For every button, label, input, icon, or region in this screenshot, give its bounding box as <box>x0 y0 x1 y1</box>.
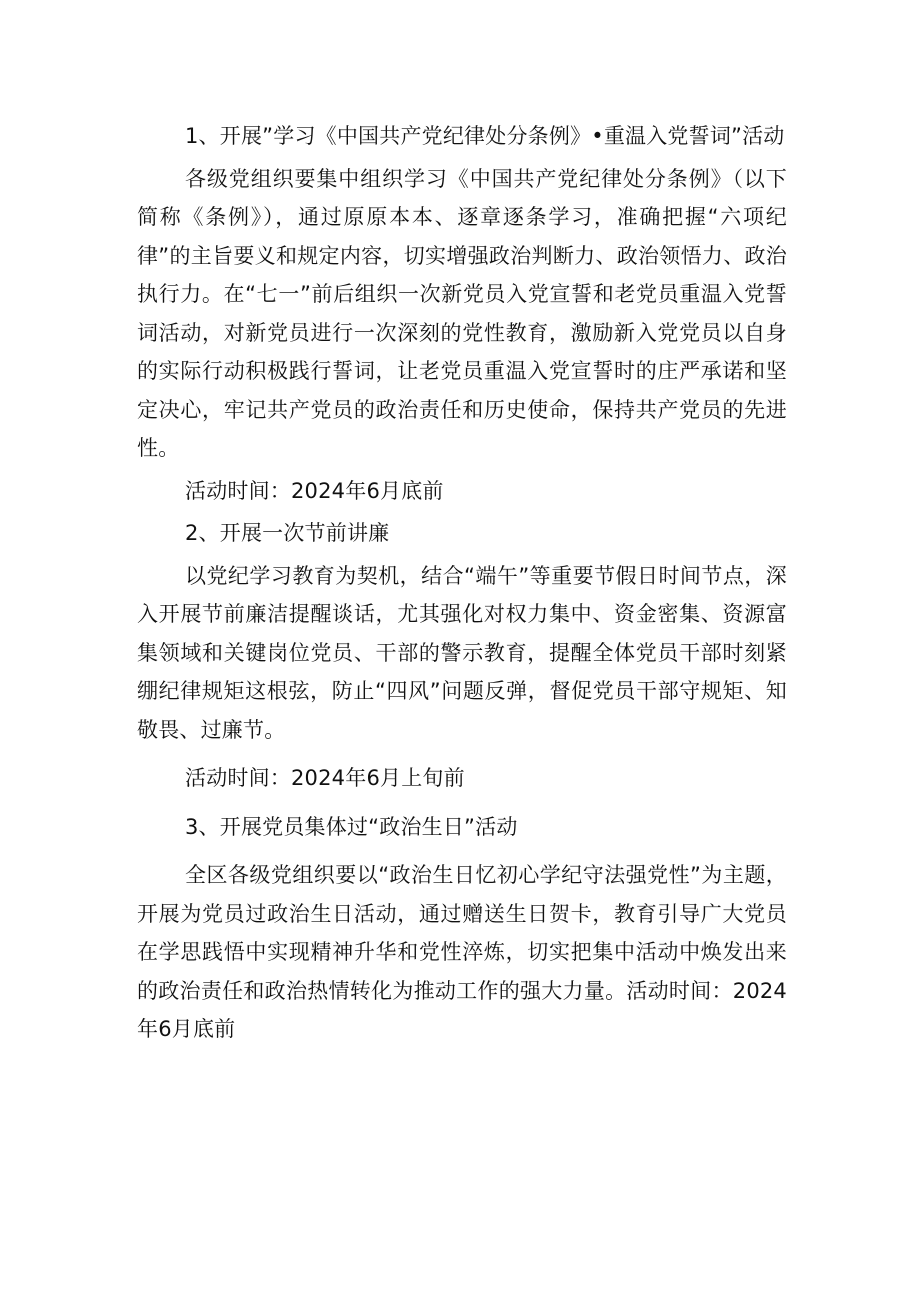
document-body <box>137 117 787 1049</box>
section-1-paragraph: 各级党组织要集中组织学习《中国共产党纪律处分条例》（以下简称《条例》），通过原原本本、逐章逐条学习，准确把握“六项纪律”的主旨要义和规定内容，切实增强政治判断力、政治领悟力、政治执行力。在“七一”前后组织一次新党员入党宣誓和老党员重温入党誓词活动，对新党员进行一次深刻的党性教育，激励新入党党员以自身的实际行动积极践行誓词，让老党员重温入党宣誓时的庄严承诺和坚定决心，牢记共产党员的政治责任和历史使命，保持共产党员的先进性。 <box>137 166 787 460</box>
section-2-heading: 2、开展一次节前讲廉 <box>185 521 390 545</box>
section-3-paragraph: 全区各级党组织要以“政治生日忆初心学纪守法强党性”为主题，开展为党员过政治生日活动，通过赠送生日贺卡，教育引导广大党员在学思践悟中实现精神升华和党性淬炼，切实把集中活动中焕发出来的政治责任和政治热情转化为推动工作的强大力量。活动时间：2024年6月底前 <box>137 863 787 1041</box>
section-1-activity-time: 活动时间：2024年6月底前 <box>185 478 444 503</box>
section-1-heading: 1、开展”学习《中国共产党纪律处分条例》•重温入党誓词”活动 <box>185 124 785 148</box>
section-2-activity-time: 活动时间：2024年6月上旬前 <box>185 766 465 790</box>
section-3-heading: 3、开展党员集体过“政治生日”活动 <box>185 814 518 839</box>
section-2-paragraph: 以党纪学习教育为契机，结合“端午”等重要节假日时间节点，深入开展节前廉洁提醒谈话，尤其强化对权力集中、资金密集、资源富集领域和关键岗位党员、干部的警示教育，提醒全体党员干部时刻紧绷纪律规矩这根弦，防止“四风”问题反弹，督促党员干部守规矩、知敬畏、过廉节。 <box>137 563 787 742</box>
